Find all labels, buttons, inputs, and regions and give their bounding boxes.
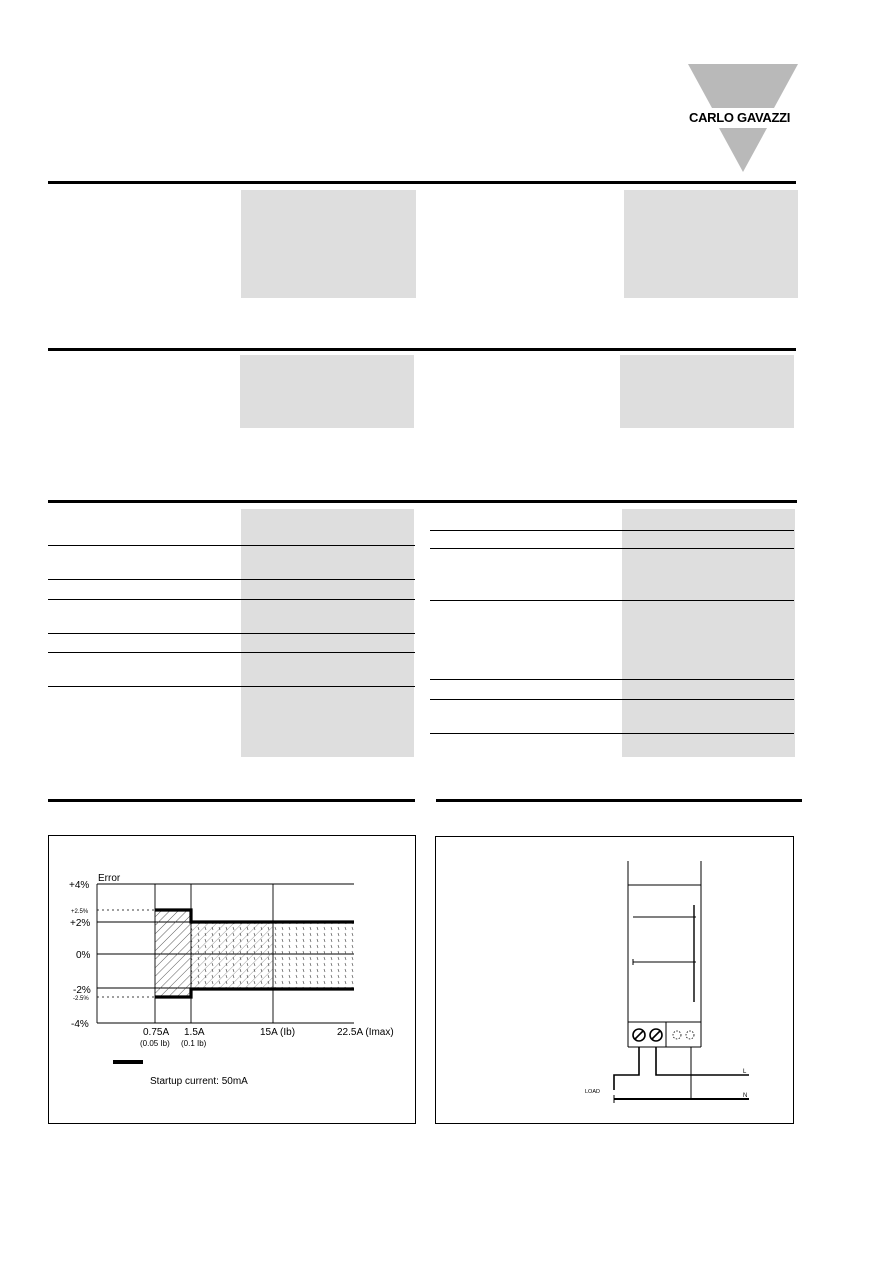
x-tick-sublabel: (0.05 Ib) [140,1039,170,1048]
value-panel [624,190,798,298]
wiring-diagram-frame [435,836,794,1124]
value-panel [241,190,416,298]
accuracy-chart-frame [48,835,416,1124]
error-band-low-current [155,910,191,997]
x-tick-label: 22.5A (Imax) [337,1027,394,1038]
y-tick-label: -2.5% [73,996,89,1002]
legend-note: Startup current: 50mA [150,1076,248,1087]
table-row-divider [48,633,415,634]
x-tick-label: 0.75A [143,1027,170,1038]
terminal-block [633,1029,694,1041]
section-rule [48,799,415,802]
table-row-divider [48,579,415,580]
section-rule [48,181,796,184]
table-row-divider [430,600,794,601]
legend-limit-swatch [113,1060,143,1064]
table-row-divider [430,530,794,531]
table-row-divider [430,699,794,700]
table-row-divider [430,679,794,680]
meter-body [628,861,701,1047]
table-row-divider [430,733,794,734]
x-tick-sublabel: (0.1 Ib) [181,1039,207,1048]
y-tick-label: +2% [70,918,91,929]
line-label: L [743,1069,747,1075]
wiring-diagram [436,837,793,1123]
y-tick-label: +2.5% [71,909,89,915]
table-row-divider [48,686,415,687]
value-panel [240,355,414,428]
accuracy-chart [49,836,415,1123]
table-row-divider [48,599,415,600]
load-label: LOAD [585,1089,600,1095]
y-tick-label: -2% [73,985,91,996]
y-tick-label: -4% [71,1019,89,1030]
value-panel [620,355,794,428]
section-rule [436,799,802,802]
x-tick-label: 1.5A [184,1027,205,1038]
value-column [622,509,795,757]
wiring-lines [614,1047,749,1103]
x-tick-label: 15A (Ib) [260,1027,296,1038]
logo-text: CARLO GAVAZZI [689,110,791,125]
error-band-hatch [191,922,273,989]
y-tick-label: 0% [76,950,91,961]
table-row-divider [48,652,415,653]
y-tick-label: +4% [69,880,90,891]
y-axis-title: Error [98,873,121,884]
table-row-divider [48,545,415,546]
section-rule [48,348,796,351]
table-row-divider [430,548,794,549]
neutral-label: N [743,1093,748,1099]
section-rule [48,500,797,503]
